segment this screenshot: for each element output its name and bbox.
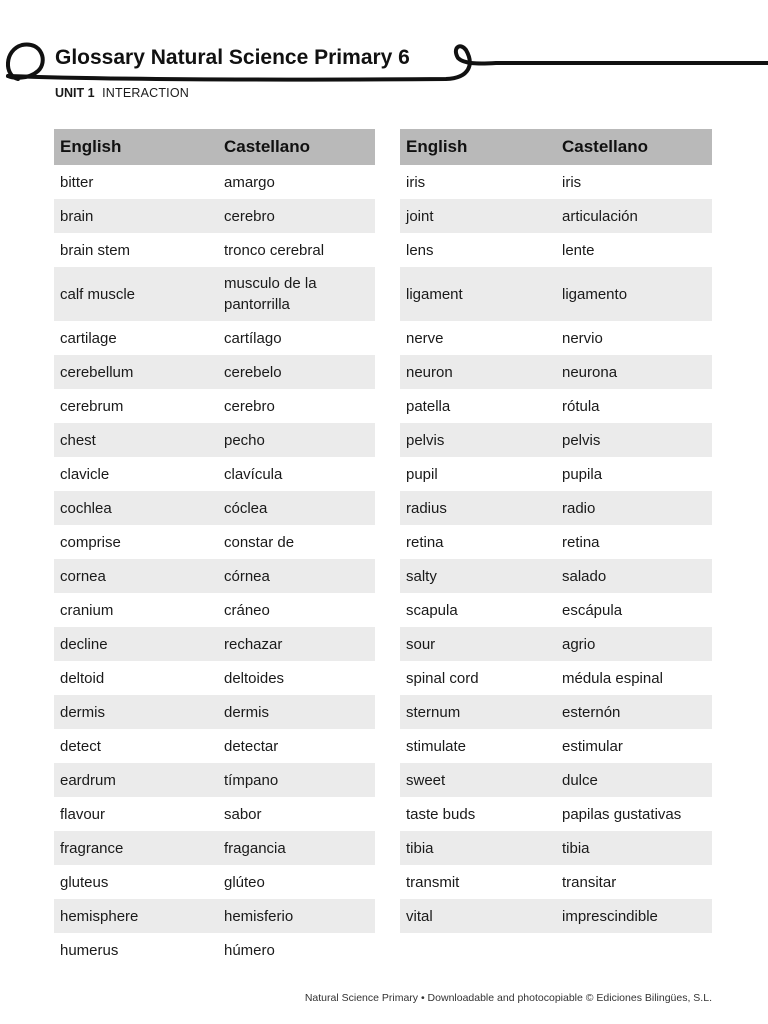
table-header-row bbox=[54, 129, 375, 165]
table-row bbox=[54, 865, 375, 899]
term-english: dermis bbox=[54, 695, 218, 729]
term-castellano: constar de bbox=[224, 533, 295, 551]
term-castellano: rótula bbox=[562, 397, 600, 415]
table-row bbox=[400, 797, 712, 831]
table-row bbox=[400, 199, 712, 233]
term-castellano: lente bbox=[562, 241, 595, 259]
term-castellano: tibia bbox=[556, 831, 712, 865]
table-row bbox=[400, 593, 712, 627]
term-castellano: dulce bbox=[556, 763, 712, 797]
unit-heading bbox=[55, 86, 189, 100]
column-header-castellano: Castellano bbox=[218, 129, 375, 165]
table-row bbox=[54, 199, 375, 233]
table-row bbox=[54, 457, 375, 491]
term-english: hemisphere bbox=[54, 899, 218, 933]
term-castellano: médula espinal bbox=[562, 669, 663, 687]
table-row bbox=[400, 267, 712, 321]
term-english: eardrum bbox=[54, 763, 218, 797]
term-english: joint bbox=[400, 199, 556, 233]
term-castellano: papilas gustativas bbox=[562, 805, 682, 823]
term-english: cochlea bbox=[54, 491, 218, 525]
term-castellano: radio bbox=[556, 491, 712, 525]
glossary-table-right bbox=[400, 129, 712, 933]
term-english: stimulate bbox=[406, 737, 467, 755]
term-english: retina bbox=[406, 533, 444, 551]
term-english: cerebrum bbox=[60, 397, 124, 415]
term-english: radius bbox=[400, 491, 556, 525]
term-english: clavicle bbox=[60, 465, 110, 483]
table-row bbox=[400, 899, 712, 933]
term-castellano: húmero bbox=[224, 941, 275, 959]
term-english: detect bbox=[60, 737, 101, 755]
term-castellano: clavícula bbox=[224, 465, 283, 483]
term-castellano: amargo bbox=[224, 173, 275, 191]
table-row bbox=[400, 525, 712, 559]
column-header-english: English bbox=[400, 129, 556, 165]
term-castellano: musculo de la pantorrilla bbox=[218, 267, 375, 321]
term-castellano: rechazar bbox=[218, 627, 375, 661]
term-castellano: pelvis bbox=[556, 423, 712, 457]
term-english: transmit bbox=[406, 873, 460, 891]
table-row bbox=[54, 899, 375, 933]
term-english: iris bbox=[406, 173, 426, 191]
term-castellano: imprescindible bbox=[556, 899, 712, 933]
term-english: cornea bbox=[54, 559, 218, 593]
term-english: deltoid bbox=[60, 669, 105, 687]
page-title: Glossary Natural Science Primary 6 bbox=[55, 46, 410, 69]
term-castellano: hemisferio bbox=[218, 899, 375, 933]
term-english: chest bbox=[54, 423, 218, 457]
table-row bbox=[54, 165, 375, 199]
term-castellano: esternón bbox=[556, 695, 712, 729]
table-row bbox=[54, 627, 375, 661]
table-row bbox=[54, 593, 375, 627]
term-english: gluteus bbox=[60, 873, 109, 891]
term-english: cranium bbox=[60, 601, 114, 619]
term-castellano: pecho bbox=[218, 423, 375, 457]
term-english: salty bbox=[400, 559, 556, 593]
table-row bbox=[400, 763, 712, 797]
table-row bbox=[54, 355, 375, 389]
term-english: humerus bbox=[60, 941, 119, 959]
term-castellano: ligamento bbox=[556, 267, 712, 321]
term-english: pelvis bbox=[400, 423, 556, 457]
term-english: comprise bbox=[60, 533, 121, 551]
term-english: flavour bbox=[60, 805, 106, 823]
term-english: fragrance bbox=[54, 831, 218, 865]
term-castellano: nervio bbox=[562, 329, 603, 347]
table-row bbox=[54, 763, 375, 797]
term-english: bitter bbox=[60, 173, 94, 191]
table-row bbox=[400, 627, 712, 661]
term-castellano: cerebro bbox=[224, 397, 275, 415]
term-english: pupil bbox=[406, 465, 438, 483]
table-row bbox=[400, 491, 712, 525]
term-english: sternum bbox=[400, 695, 556, 729]
table-row bbox=[400, 233, 712, 267]
term-castellano: escápula bbox=[562, 601, 623, 619]
table-row bbox=[400, 559, 712, 593]
term-english: vital bbox=[400, 899, 556, 933]
term-english: scapula bbox=[406, 601, 458, 619]
table-row bbox=[400, 423, 712, 457]
term-castellano: dermis bbox=[218, 695, 375, 729]
table-row bbox=[400, 165, 712, 199]
term-english: patella bbox=[406, 397, 451, 415]
table-row bbox=[400, 865, 712, 899]
term-castellano: cóclea bbox=[218, 491, 375, 525]
term-english: spinal cord bbox=[406, 669, 479, 687]
term-english: tibia bbox=[400, 831, 556, 865]
term-castellano: cerebelo bbox=[218, 355, 375, 389]
term-english: neuron bbox=[400, 355, 556, 389]
term-english: nerve bbox=[406, 329, 444, 347]
term-castellano: sabor bbox=[224, 805, 262, 823]
term-castellano: estimular bbox=[562, 737, 623, 755]
term-english: cerebellum bbox=[54, 355, 218, 389]
table-row bbox=[54, 389, 375, 423]
table-row bbox=[54, 661, 375, 695]
table-row bbox=[54, 831, 375, 865]
term-english: lens bbox=[406, 241, 434, 259]
table-row bbox=[400, 457, 712, 491]
term-castellano: tronco cerebral bbox=[224, 241, 325, 259]
term-castellano: deltoides bbox=[224, 669, 285, 687]
term-castellano: pupila bbox=[562, 465, 603, 483]
term-castellano: neurona bbox=[556, 355, 712, 389]
column-header-castellano: Castellano bbox=[556, 129, 712, 165]
table-row bbox=[400, 831, 712, 865]
table-row bbox=[400, 729, 712, 763]
table-row bbox=[54, 695, 375, 729]
term-castellano: salado bbox=[556, 559, 712, 593]
table-row bbox=[400, 695, 712, 729]
table-row bbox=[400, 355, 712, 389]
term-english: decline bbox=[54, 627, 218, 661]
table-row bbox=[54, 321, 375, 355]
term-english: ligament bbox=[400, 267, 556, 321]
table-row bbox=[400, 661, 712, 695]
term-english: sour bbox=[400, 627, 556, 661]
term-castellano: articulación bbox=[556, 199, 712, 233]
term-english: cartilage bbox=[60, 329, 117, 347]
term-castellano: iris bbox=[562, 173, 582, 191]
table-row bbox=[54, 729, 375, 763]
term-castellano: córnea bbox=[218, 559, 375, 593]
table-row bbox=[54, 423, 375, 457]
term-english: sweet bbox=[400, 763, 556, 797]
term-english: brain bbox=[54, 199, 218, 233]
table-row bbox=[54, 525, 375, 559]
term-castellano: agrio bbox=[556, 627, 712, 661]
page-footer: Natural Science Primary • Downloadable and photocopiable © Ediciones Bilingües, S.L. bbox=[304, 992, 712, 1004]
table-row bbox=[54, 797, 375, 831]
term-castellano: transitar bbox=[562, 873, 617, 891]
unit-label: UNIT 1 bbox=[55, 86, 95, 100]
table-row bbox=[400, 321, 712, 355]
term-castellano: glúteo bbox=[224, 873, 265, 891]
term-castellano: retina bbox=[562, 533, 600, 551]
table-row bbox=[54, 559, 375, 593]
term-english: brain stem bbox=[60, 241, 131, 259]
table-row bbox=[400, 389, 712, 423]
table-header-row bbox=[400, 129, 712, 165]
term-castellano: cartílago bbox=[224, 329, 282, 347]
term-castellano: tímpano bbox=[218, 763, 375, 797]
term-castellano: fragancia bbox=[218, 831, 375, 865]
glossary-table-left bbox=[54, 129, 375, 967]
table-row bbox=[54, 267, 375, 321]
unit-name: INTERACTION bbox=[102, 86, 190, 100]
table-row bbox=[54, 491, 375, 525]
column-header-english: English bbox=[54, 129, 218, 165]
table-row bbox=[54, 933, 375, 967]
term-english: taste buds bbox=[406, 805, 476, 823]
term-castellano: cerebro bbox=[218, 199, 375, 233]
table-row bbox=[54, 233, 375, 267]
term-castellano: cráneo bbox=[224, 601, 270, 619]
term-castellano: detectar bbox=[224, 737, 279, 755]
term-english: calf muscle bbox=[54, 267, 218, 321]
